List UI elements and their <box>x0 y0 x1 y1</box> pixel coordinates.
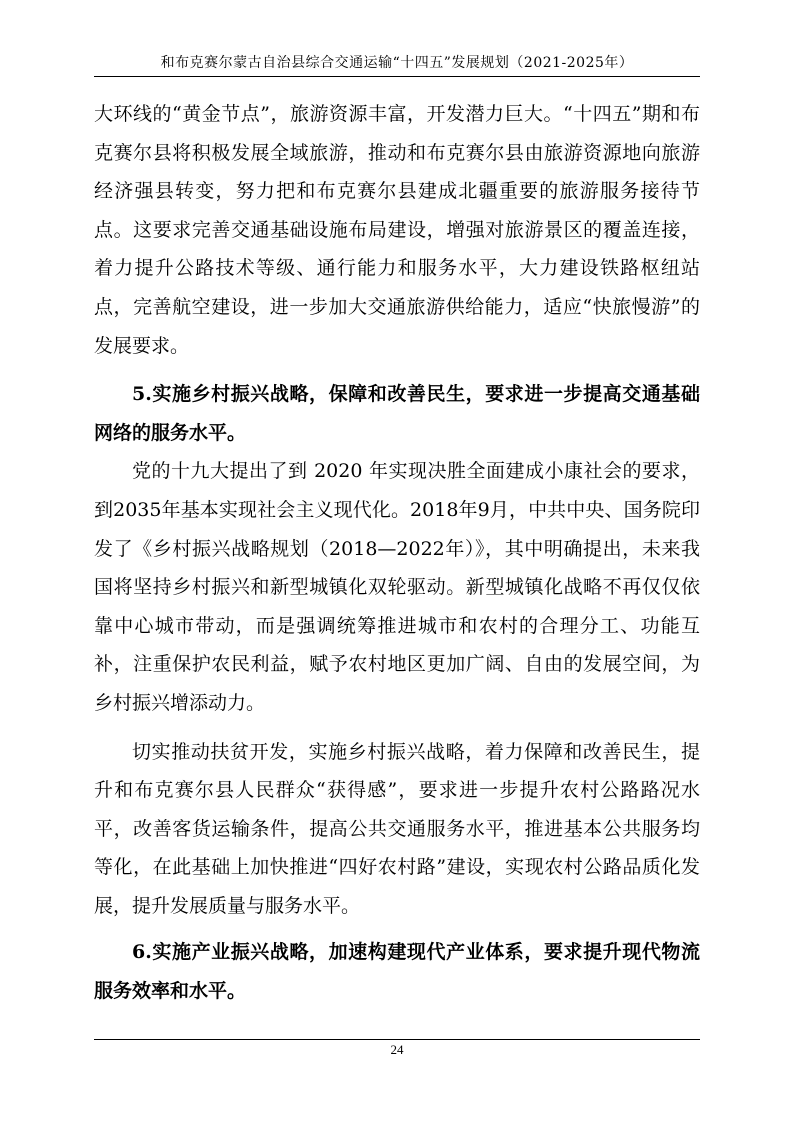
page-body <box>94 95 700 1011</box>
body-paragraph-tourism: 大环线的“黄金节点”，旅游资源丰富，开发潜力巨大。“十四五”期和布克赛尔县将积极发展全域旅游，推动和布克赛尔县由旅游资源地向旅游经济强县转变，努力把和布克赛尔县建成北疆重要的旅游服务接待节点。这要求完善交通基础设施布局建设，增强对旅游景区的覆盖连接，着力提升公路技术等级、通行能力和服务水平，大力建设铁路枢纽站点，完善航空建设，进一步加大交通旅游供给能力，适应“快旅慢游”的发展要求。 <box>94 103 700 357</box>
section-heading-6: 6.实施产业振兴战略，加速构建现代产业体系，要求提升现代物流服务效率和水平。 <box>94 941 700 1003</box>
body-paragraph-poverty-alleviation: 切实推动扶贫开发，实施乡村振兴战略，着力保障和改善民生，提升和布克赛尔县人民群众“获得感”，要求进一步提升农村公路路况水平，改善客货运输条件，提高公共交通服务水平，推进基本公共服务均等化，在此基础上加快推进“四好农村路”建设，实现农村公路品质化发展，提升发展质量与服务水平。 <box>94 740 700 917</box>
page-number: 24 <box>390 1042 404 1057</box>
footer-divider <box>94 1039 700 1040</box>
body-paragraph-rural-revitalization: 党的十九大提出了到 2020 年实现决胜全面建成小康社会的要求，到2035年基本实现社会主义现代化。2018年9月，中共中央、国务院印发了《乡村振兴战略规划（2018—2022年）》，其中明确提出，未来我国将坚持乡村振兴和新型城镇化双轮驱动。新型城镇化战略不再仅仅依靠中心城市带动，而是强调统筹推进城市和农村的合理分工、功能互补，注重保护农民利益，赋予农村地区更加广阔、自由的发展空间，为乡村振兴增添动力。 <box>94 460 700 714</box>
section-heading-5: 5.实施乡村振兴战略，保障和改善民生，要求进一步提高交通基础网络的服务水平。 <box>94 383 700 444</box>
header-divider <box>94 76 700 77</box>
running-header: 和布克赛尔蒙古自治县综合交通运输“十四五”发展规划（2021-2025年） <box>160 55 634 71</box>
